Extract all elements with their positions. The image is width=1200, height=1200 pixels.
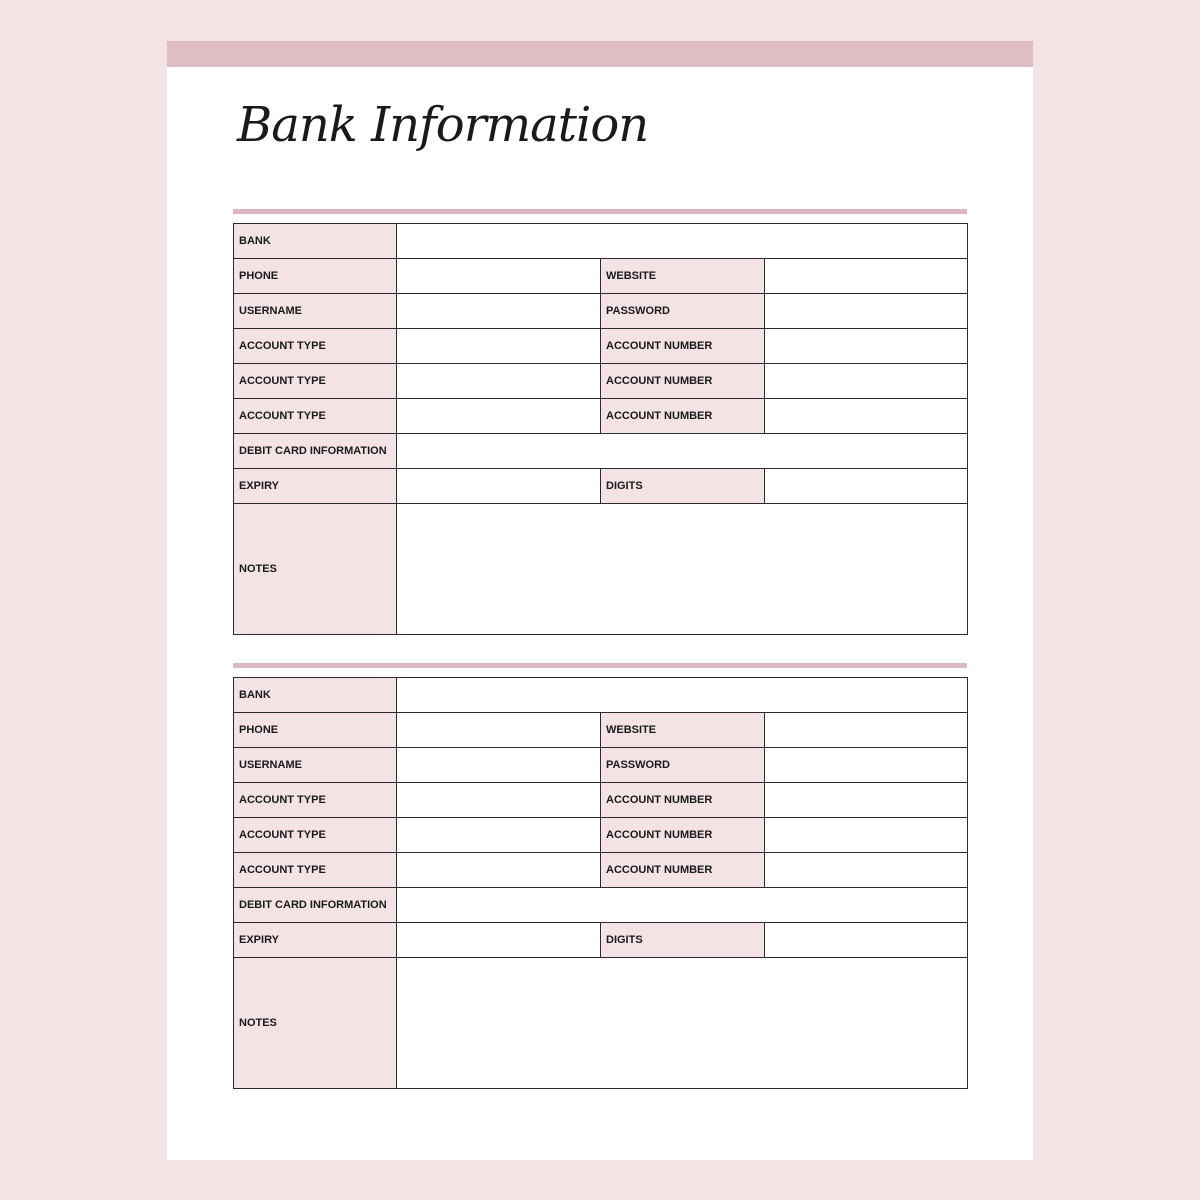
password-label: PASSWORD <box>601 748 765 783</box>
page <box>167 41 1033 1160</box>
account-row <box>234 783 968 818</box>
notes-row <box>234 504 968 635</box>
debit-card-label: DEBIT CARD INFORMATION <box>234 888 397 923</box>
account-row <box>234 818 968 853</box>
expiry-label: EXPIRY <box>234 469 397 504</box>
notes-row <box>234 958 968 1089</box>
account-type-label: ACCOUNT TYPE <box>234 818 397 853</box>
digits-field[interactable] <box>765 923 968 958</box>
bank-info-form-1 <box>233 223 968 635</box>
bank-label: BANK <box>234 224 397 259</box>
website-label: WEBSITE <box>601 713 765 748</box>
section-divider <box>233 209 967 214</box>
account-type-label: ACCOUNT TYPE <box>234 853 397 888</box>
debit-card-label: DEBIT CARD INFORMATION <box>234 434 397 469</box>
username-row <box>234 294 968 329</box>
page-title: Bank Information <box>237 97 649 153</box>
phone-row <box>234 713 968 748</box>
debit-card-row <box>234 888 968 923</box>
website-label: WEBSITE <box>601 259 765 294</box>
username-field[interactable] <box>397 748 601 783</box>
debit-card-row <box>234 434 968 469</box>
account-number-label: ACCOUNT NUMBER <box>601 399 765 434</box>
account-row <box>234 853 968 888</box>
expiry-field[interactable] <box>397 923 601 958</box>
username-label: USERNAME <box>234 294 397 329</box>
account-number-field[interactable] <box>765 399 968 434</box>
account-type-label: ACCOUNT TYPE <box>234 783 397 818</box>
username-row <box>234 748 968 783</box>
username-field[interactable] <box>397 294 601 329</box>
notes-field[interactable] <box>397 958 968 1089</box>
section-divider <box>233 663 967 668</box>
phone-field[interactable] <box>397 259 601 294</box>
account-number-field[interactable] <box>765 783 968 818</box>
phone-field[interactable] <box>397 713 601 748</box>
account-type-field[interactable] <box>397 818 601 853</box>
account-number-field[interactable] <box>765 329 968 364</box>
notes-field[interactable] <box>397 504 968 635</box>
bank-label: BANK <box>234 678 397 713</box>
digits-field[interactable] <box>765 469 968 504</box>
account-row <box>234 364 968 399</box>
account-type-field[interactable] <box>397 329 601 364</box>
website-field[interactable] <box>765 259 968 294</box>
account-number-field[interactable] <box>765 818 968 853</box>
top-accent-band <box>167 41 1033 67</box>
debit-card-field[interactable] <box>397 888 968 923</box>
bank-field[interactable] <box>397 224 968 259</box>
expiry-row <box>234 923 968 958</box>
digits-label: DIGITS <box>601 923 765 958</box>
account-number-label: ACCOUNT NUMBER <box>601 364 765 399</box>
password-field[interactable] <box>765 748 968 783</box>
account-number-field[interactable] <box>765 853 968 888</box>
account-row <box>234 329 968 364</box>
notes-label: NOTES <box>234 958 397 1089</box>
account-number-label: ACCOUNT NUMBER <box>601 783 765 818</box>
digits-label: DIGITS <box>601 469 765 504</box>
phone-row <box>234 259 968 294</box>
account-number-label: ACCOUNT NUMBER <box>601 329 765 364</box>
expiry-field[interactable] <box>397 469 601 504</box>
account-row <box>234 399 968 434</box>
debit-card-field[interactable] <box>397 434 968 469</box>
account-number-label: ACCOUNT NUMBER <box>601 818 765 853</box>
bank-field[interactable] <box>397 678 968 713</box>
bank-row <box>234 678 968 713</box>
expiry-row <box>234 469 968 504</box>
password-field[interactable] <box>765 294 968 329</box>
account-number-label: ACCOUNT NUMBER <box>601 853 765 888</box>
bank-info-form-2 <box>233 677 968 1089</box>
expiry-label: EXPIRY <box>234 923 397 958</box>
phone-label: PHONE <box>234 713 397 748</box>
phone-label: PHONE <box>234 259 397 294</box>
notes-label: NOTES <box>234 504 397 635</box>
account-type-label: ACCOUNT TYPE <box>234 364 397 399</box>
account-type-field[interactable] <box>397 853 601 888</box>
account-type-field[interactable] <box>397 399 601 434</box>
account-type-label: ACCOUNT TYPE <box>234 329 397 364</box>
account-number-field[interactable] <box>765 364 968 399</box>
bank-row <box>234 224 968 259</box>
password-label: PASSWORD <box>601 294 765 329</box>
username-label: USERNAME <box>234 748 397 783</box>
account-type-label: ACCOUNT TYPE <box>234 399 397 434</box>
website-field[interactable] <box>765 713 968 748</box>
account-type-field[interactable] <box>397 364 601 399</box>
account-type-field[interactable] <box>397 783 601 818</box>
